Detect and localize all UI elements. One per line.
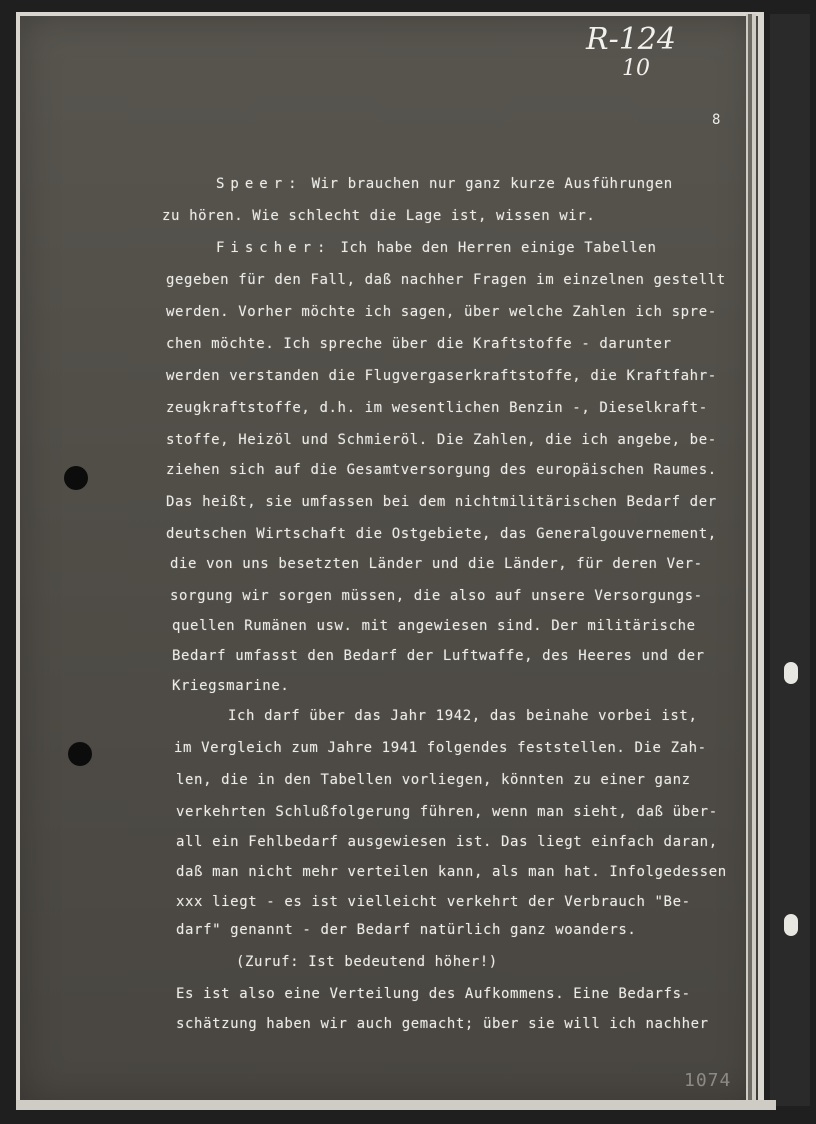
text-line: gegeben für den Fall, daß nachher Fragen im einzelnen gestellt [166, 272, 726, 288]
text-line: zu hören. Wie schlecht die Lage ist, wissen wir. [162, 208, 596, 224]
text-line: len, die in den Tabellen vorliegen, könnten zu einer ganz [176, 772, 691, 788]
text-line: quellen Rumänen usw. mit angewiesen sind. Der militärische [172, 618, 696, 634]
paper-bottom-edge [16, 1100, 776, 1110]
punch-hole-upper [64, 466, 88, 490]
text-line: zeugkraftstoffe, d.h. im wesentlichen Benzin -, Dieselkraft- [166, 400, 708, 416]
text-line: xxx liegt - es ist vielleicht verkehrt der Verbrauch "Be- [176, 894, 691, 910]
text-line: all ein Fehlbedarf ausgewiesen ist. Das liegt einfach daran, [176, 834, 718, 850]
text-line: werden. Vorher möchte ich sagen, über welche Zahlen ich spre- [166, 304, 717, 320]
text-line: verkehrten Schlußfolgerung führen, wenn man sieht, daß über- [176, 804, 718, 820]
text-line: Das heißt, sie umfassen bei dem nichtmilitärischen Bedarf der [166, 494, 717, 510]
speaker-name: Speer: [216, 176, 303, 192]
line-text: Wir brauchen nur ganz kurze Ausführungen [302, 176, 673, 192]
handwritten-subnumber: 10 [622, 56, 650, 81]
edge-mark-upper [784, 662, 798, 684]
text-line: Bedarf umfasst den Bedarf der Luftwaffe, des Heeres und der [172, 648, 705, 664]
handwritten-document-code: R-124 [586, 22, 676, 57]
page-number: 8 [712, 112, 721, 128]
archive-stamp-number: 1074 [684, 1070, 732, 1091]
text-line [216, 176, 673, 192]
text-line: im Vergleich zum Jahre 1941 folgendes feststellen. Die Zah- [174, 740, 707, 756]
text-line: sorgung wir sorgen müssen, die also auf unsere Versorgungs- [170, 588, 703, 604]
text-line: Kriegsmarine. [172, 678, 290, 694]
line-text: Ich habe den Herren einige Tabellen [331, 240, 657, 256]
text-line: (Zuruf: Ist bedeutend höher!) [236, 954, 498, 970]
text-line: deutschen Wirtschaft die Ostgebiete, das Generalgouvernement, [166, 526, 717, 542]
text-line: ziehen sich auf die Gesamtversorgung des europäischen Raumes. [166, 462, 717, 478]
speaker-name: Fischer: [216, 240, 332, 256]
text-line: schätzung haben wir auch gemacht; über sie will ich nachher [176, 1016, 709, 1032]
text-line: chen möchte. Ich spreche über die Kraftstoffe - darunter [166, 336, 672, 352]
text-line: Ich darf über das Jahr 1942, das beinahe vorbei ist, [228, 708, 698, 724]
background-right [770, 14, 810, 1106]
text-line: daß man nicht mehr verteilen kann, als man hat. Infolgedessen [176, 864, 727, 880]
text-line: werden verstanden die Flugvergaserkraftstoffe, die Kraftfahr- [166, 368, 717, 384]
punch-hole-lower [68, 742, 92, 766]
text-line: die von uns besetzten Länder und die Länder, für deren Ver- [170, 556, 703, 572]
text-line [216, 240, 656, 256]
text-line: darf" genannt - der Bedarf natürlich ganz woanders. [176, 922, 637, 938]
edge-mark-lower [784, 914, 798, 936]
paper-right-edge-shadow [748, 14, 752, 1106]
text-line: stoffe, Heizöl und Schmieröl. Die Zahlen, die ich angebe, be- [166, 432, 717, 448]
text-line: Es ist also eine Verteilung des Aufkommens. Eine Bedarfs- [176, 986, 691, 1002]
